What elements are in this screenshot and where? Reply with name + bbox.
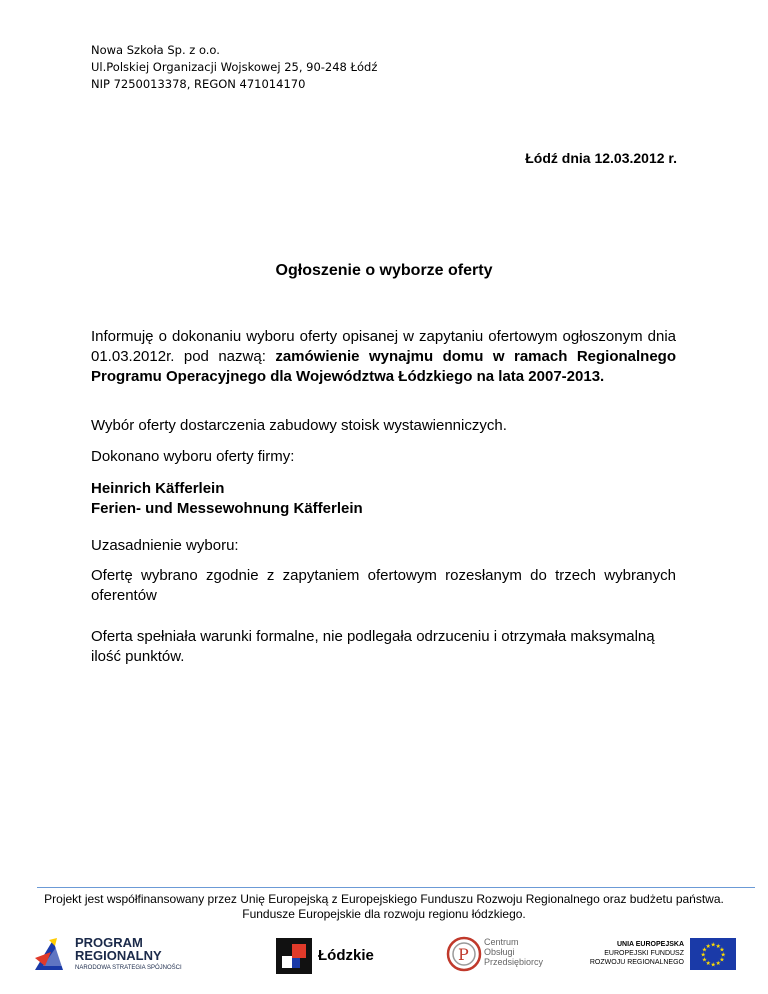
lodzkie-icon [276, 938, 312, 974]
cop-line1: Centrum [484, 937, 519, 947]
company-header [91, 42, 377, 93]
eu-star-icon: ★ [710, 942, 716, 949]
company-address: Ul.Polskiej Organizacji Wojskowej 25, 90-248 Łódź [91, 60, 378, 74]
eu-star-icon: ★ [701, 957, 708, 964]
cop-line3: Przedsiębiorcy [484, 957, 544, 967]
company-tax-ids: NIP 7250013378, REGON 471014170 [91, 77, 306, 91]
eu-star-icon: ★ [705, 943, 711, 950]
eu-line3: ROZWOJU REGIONALNEGO [589, 959, 684, 966]
document-title: Ogłoszenie o wyborze oferty [275, 262, 493, 279]
eu-star-icon: ★ [715, 961, 721, 968]
program-regionalny-icon [33, 936, 71, 974]
cop-name [484, 937, 543, 967]
eu-star-icon: ★ [700, 952, 706, 959]
company-person: Heinrich Käfferlein [91, 480, 225, 497]
intro-text: Informuję o dokonaniu wyboru oferty opisanej w zapytaniu ofertowym ogłoszonym dnia 01.03.2012r. pod nazwą: [91, 328, 676, 365]
footer-cofinancing: Projekt jest współfinansowany przez Unię Europejską z Europejskiego Funduszu Rozwoju Regionalnego oraz budżetu państwa. [44, 892, 724, 906]
cop-icon [446, 934, 482, 974]
eu-star-icon: ★ [710, 962, 716, 969]
justification-label: Uzasadnienie wyboru: [91, 537, 239, 554]
pr-line2: REGIONALNY [75, 948, 162, 963]
program-regionalny-logo [33, 936, 183, 976]
program-regionalny-subtitle: NARODOWA STRATEGIA SPÓJNOŚCI [75, 965, 182, 971]
eu-star-icon: ★ [715, 943, 721, 950]
eu-star-icon: ★ [701, 947, 708, 954]
pr-line1: PROGRAM [75, 935, 143, 950]
cop-logo [446, 934, 546, 976]
eu-star-icon: ★ [705, 961, 711, 968]
eu-logo [589, 938, 739, 974]
svg-text:P: P [458, 945, 469, 964]
document-date: Łódź dnia 12.03.2012 r. [525, 150, 677, 166]
order-name: zamówienie wynajmu domu w ramach Regionalnego Programu Operacyjnego dla Województwa Łódzkiego na lata 2007-2013. [91, 348, 676, 385]
eu-star-icon: ★ [719, 947, 725, 954]
company-business: Ferien- und Messewohnung Käfferlein [91, 500, 363, 517]
footer-logos [0, 930, 768, 980]
program-regionalny-name [75, 936, 162, 962]
eu-flag-icon [690, 938, 736, 970]
selected-company-label: Dokonano wyboru oferty firmy: [91, 448, 295, 465]
lodzkie-logo [276, 938, 386, 974]
justification-text: Ofertę wybrano zgodnie z zapytaniem ofertowym rozesłanym do trzech wybranych oferentów [91, 567, 676, 604]
lodzkie-name: Łódzkie [318, 947, 374, 964]
eu-star-icon: ★ [719, 957, 725, 964]
footer-funds: Fundusze Europejskie dla rozwoju regionu łódzkiego. [242, 907, 526, 921]
offer-description: Wybór oferty dostarczenia zabudowy stoisk wystawienniczych. [91, 417, 507, 434]
footer-divider [37, 887, 755, 888]
eu-line1: UNIA EUROPEJSKA [616, 941, 684, 948]
footer-text [0, 892, 768, 922]
intro-paragraph [91, 327, 676, 387]
eu-line2: EUROPEJSKI FUNDUSZ [604, 950, 684, 957]
eu-stars-icon [690, 938, 736, 970]
eu-star-icon: ★ [720, 952, 726, 959]
company-name: Nowa Szkoła Sp. z o.o. [91, 43, 220, 57]
eu-text [589, 940, 684, 967]
evaluation-text: Oferta spełniała warunki formalne, nie podlegała odrzuceniu i otrzymała maksymalną ilość punktów. [91, 628, 655, 665]
selected-company [91, 479, 676, 519]
cop-line2: Obsługi [484, 947, 515, 957]
